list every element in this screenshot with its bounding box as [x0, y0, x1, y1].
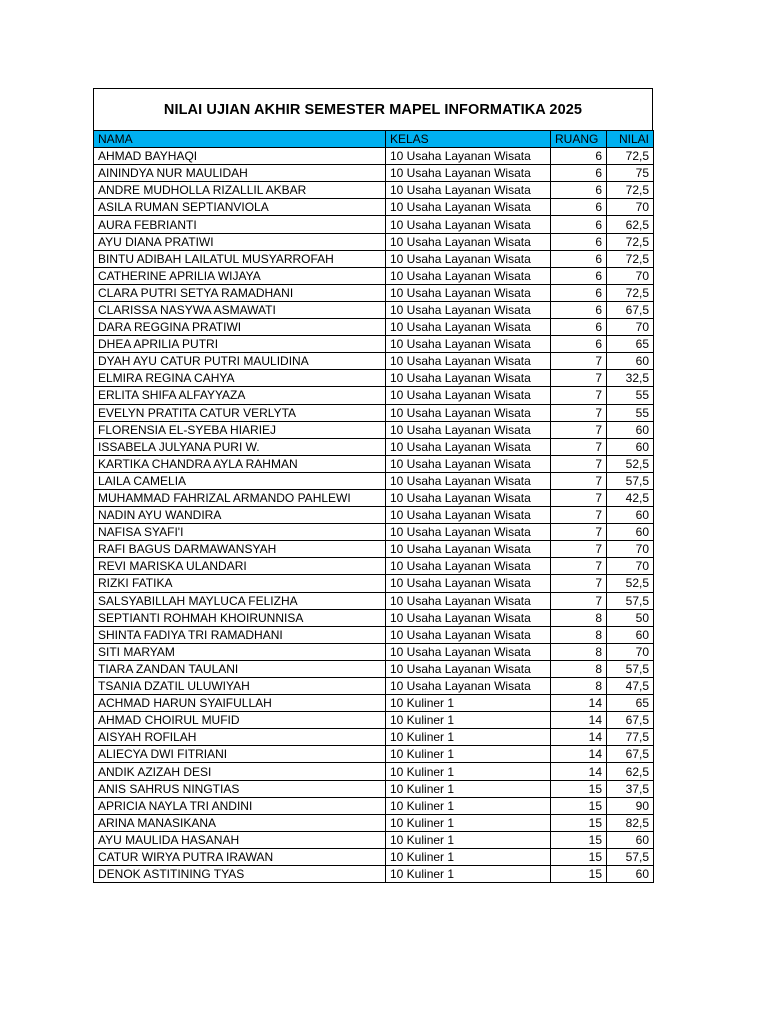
cell-ruang: 8 — [551, 643, 607, 660]
table-row — [94, 404, 654, 421]
cell-kelas: 10 Kuliner 1 — [386, 814, 551, 831]
cell-nama: ACHMAD HARUN SYAIFULLAH — [94, 695, 386, 712]
cell-nilai: 67,5 — [607, 301, 654, 318]
cell-nama: AURA FEBRIANTI — [94, 216, 386, 233]
cell-ruang: 8 — [551, 609, 607, 626]
cell-nama: RIZKI FATIKA — [94, 575, 386, 592]
cell-nilai: 72,5 — [607, 182, 654, 199]
cell-kelas: 10 Kuliner 1 — [386, 712, 551, 729]
cell-kelas: 10 Usaha Layanan Wisata — [386, 507, 551, 524]
cell-nilai: 47,5 — [607, 678, 654, 695]
table-row — [94, 507, 654, 524]
table-row — [94, 455, 654, 472]
table-row — [94, 148, 654, 165]
cell-kelas: 10 Usaha Layanan Wisata — [386, 524, 551, 541]
cell-kelas: 10 Usaha Layanan Wisata — [386, 489, 551, 506]
cell-nilai: 70 — [607, 541, 654, 558]
cell-nilai: 90 — [607, 797, 654, 814]
cell-nama: ANDIK AZIZAH DESI — [94, 763, 386, 780]
table-row — [94, 541, 654, 558]
cell-nilai: 60 — [607, 507, 654, 524]
cell-ruang: 6 — [551, 165, 607, 182]
table-row — [94, 797, 654, 814]
cell-ruang: 7 — [551, 370, 607, 387]
cell-kelas: 10 Kuliner 1 — [386, 695, 551, 712]
table-row — [94, 233, 654, 250]
cell-ruang: 7 — [551, 455, 607, 472]
cell-nilai: 60 — [607, 421, 654, 438]
cell-nama: LAILA CAMELIA — [94, 472, 386, 489]
cell-nama: AHMAD BAYHAQI — [94, 148, 386, 165]
cell-ruang: 8 — [551, 626, 607, 643]
cell-nilai: 55 — [607, 387, 654, 404]
table-row — [94, 370, 654, 387]
header-row — [94, 131, 654, 148]
table-row — [94, 712, 654, 729]
cell-nama: CLARA PUTRI SETYA RAMADHANI — [94, 284, 386, 301]
header-nilai: NILAI — [607, 131, 654, 148]
cell-nilai: 52,5 — [607, 455, 654, 472]
cell-kelas: 10 Usaha Layanan Wisata — [386, 575, 551, 592]
cell-ruang: 7 — [551, 387, 607, 404]
header-ruang: RUANG — [551, 131, 607, 148]
cell-kelas: 10 Kuliner 1 — [386, 866, 551, 883]
cell-ruang: 7 — [551, 489, 607, 506]
table-row — [94, 421, 654, 438]
cell-kelas: 10 Usaha Layanan Wisata — [386, 438, 551, 455]
table-row — [94, 336, 654, 353]
cell-kelas: 10 Kuliner 1 — [386, 848, 551, 865]
cell-nama: AYU MAULIDA HASANAH — [94, 831, 386, 848]
cell-nama: TSANIA DZATIL ULUWIYAH — [94, 678, 386, 695]
cell-ruang: 6 — [551, 336, 607, 353]
cell-nilai: 60 — [607, 438, 654, 455]
cell-kelas: 10 Usaha Layanan Wisata — [386, 660, 551, 677]
cell-ruang: 7 — [551, 524, 607, 541]
cell-nama: REVI MARISKA ULANDARI — [94, 558, 386, 575]
cell-ruang: 7 — [551, 353, 607, 370]
cell-nama: DYAH AYU CATUR PUTRI MAULIDINA — [94, 353, 386, 370]
table-row — [94, 678, 654, 695]
cell-nama: EVELYN PRATITA CATUR VERLYTA — [94, 404, 386, 421]
table-row — [94, 814, 654, 831]
table-row — [94, 489, 654, 506]
cell-kelas: 10 Usaha Layanan Wisata — [386, 370, 551, 387]
cell-kelas: 10 Usaha Layanan Wisata — [386, 387, 551, 404]
cell-ruang: 6 — [551, 233, 607, 250]
cell-nilai: 60 — [607, 866, 654, 883]
cell-nama: APRICIA NAYLA TRI ANDINI — [94, 797, 386, 814]
cell-nama: KARTIKA CHANDRA AYLA RAHMAN — [94, 455, 386, 472]
cell-nilai: 32,5 — [607, 370, 654, 387]
score-table — [93, 130, 654, 883]
table-row — [94, 199, 654, 216]
cell-kelas: 10 Usaha Layanan Wisata — [386, 609, 551, 626]
cell-nilai: 82,5 — [607, 814, 654, 831]
cell-kelas: 10 Kuliner 1 — [386, 831, 551, 848]
cell-ruang: 15 — [551, 848, 607, 865]
table-row — [94, 438, 654, 455]
cell-ruang: 6 — [551, 199, 607, 216]
cell-ruang: 8 — [551, 678, 607, 695]
cell-nama: BINTU ADIBAH LAILATUL MUSYARROFAH — [94, 250, 386, 267]
cell-nilai: 57,5 — [607, 848, 654, 865]
cell-nama: AININDYA NUR MAULIDAH — [94, 165, 386, 182]
cell-kelas: 10 Usaha Layanan Wisata — [386, 148, 551, 165]
table-row — [94, 746, 654, 763]
cell-nama: NAFISA SYAFI'I — [94, 524, 386, 541]
cell-nilai: 75 — [607, 165, 654, 182]
cell-ruang: 7 — [551, 507, 607, 524]
cell-nama: DHEA APRILIA PUTRI — [94, 336, 386, 353]
cell-nilai: 62,5 — [607, 216, 654, 233]
table-row — [94, 216, 654, 233]
cell-ruang: 15 — [551, 797, 607, 814]
cell-kelas: 10 Usaha Layanan Wisata — [386, 267, 551, 284]
cell-nilai: 65 — [607, 695, 654, 712]
cell-nilai: 62,5 — [607, 763, 654, 780]
cell-ruang: 7 — [551, 421, 607, 438]
cell-nilai: 72,5 — [607, 233, 654, 250]
cell-kelas: 10 Usaha Layanan Wisata — [386, 558, 551, 575]
cell-ruang: 6 — [551, 319, 607, 336]
cell-nama: AHMAD CHOIRUL MUFID — [94, 712, 386, 729]
cell-kelas: 10 Kuliner 1 — [386, 746, 551, 763]
cell-nama: CATHERINE APRILIA WIJAYA — [94, 267, 386, 284]
table-row — [94, 729, 654, 746]
cell-ruang: 14 — [551, 695, 607, 712]
cell-ruang: 15 — [551, 814, 607, 831]
title-box — [93, 88, 653, 130]
table-row — [94, 848, 654, 865]
cell-nilai: 37,5 — [607, 780, 654, 797]
table-row — [94, 165, 654, 182]
cell-ruang: 14 — [551, 746, 607, 763]
cell-ruang: 6 — [551, 301, 607, 318]
table-row — [94, 250, 654, 267]
cell-nilai: 57,5 — [607, 592, 654, 609]
cell-kelas: 10 Usaha Layanan Wisata — [386, 592, 551, 609]
cell-kelas: 10 Usaha Layanan Wisata — [386, 233, 551, 250]
cell-nama: DARA REGGINA PRATIWI — [94, 319, 386, 336]
cell-nama: FLORENSIA EL-SYEBA HIARIEJ — [94, 421, 386, 438]
cell-nama: SEPTIANTI ROHMAH KHOIRUNNISA — [94, 609, 386, 626]
header-kelas: KELAS — [386, 131, 551, 148]
cell-nama: SALSYABILLAH MAYLUCA FELIZHA — [94, 592, 386, 609]
cell-nilai: 70 — [607, 558, 654, 575]
cell-nama: MUHAMMAD FAHRIZAL ARMANDO PAHLEWI — [94, 489, 386, 506]
cell-kelas: 10 Usaha Layanan Wisata — [386, 353, 551, 370]
cell-ruang: 6 — [551, 284, 607, 301]
cell-nilai: 57,5 — [607, 660, 654, 677]
cell-nama: ALIECYA DWI FITRIANI — [94, 746, 386, 763]
cell-nilai: 67,5 — [607, 712, 654, 729]
cell-ruang: 14 — [551, 763, 607, 780]
cell-nilai: 67,5 — [607, 746, 654, 763]
cell-ruang: 7 — [551, 472, 607, 489]
cell-ruang: 7 — [551, 575, 607, 592]
cell-kelas: 10 Usaha Layanan Wisata — [386, 643, 551, 660]
cell-nilai: 42,5 — [607, 489, 654, 506]
table-row — [94, 660, 654, 677]
cell-nama: NADIN AYU WANDIRA — [94, 507, 386, 524]
cell-kelas: 10 Usaha Layanan Wisata — [386, 165, 551, 182]
table-row — [94, 695, 654, 712]
cell-nama: ARINA MANASIKANA — [94, 814, 386, 831]
cell-nama: CLARISSA NASYWA ASMAWATI — [94, 301, 386, 318]
cell-nilai: 72,5 — [607, 148, 654, 165]
cell-nama: ERLITA SHIFA ALFAYYAZA — [94, 387, 386, 404]
cell-nilai: 60 — [607, 353, 654, 370]
table-row — [94, 524, 654, 541]
table-row — [94, 780, 654, 797]
table-row — [94, 643, 654, 660]
table-row — [94, 558, 654, 575]
cell-nilai: 60 — [607, 524, 654, 541]
cell-nama: AYU DIANA PRATIWI — [94, 233, 386, 250]
cell-kelas: 10 Kuliner 1 — [386, 729, 551, 746]
table-row — [94, 831, 654, 848]
cell-nilai: 52,5 — [607, 575, 654, 592]
table-row — [94, 182, 654, 199]
cell-nilai: 70 — [607, 643, 654, 660]
cell-nama: DENOK ASTITINING TYAS — [94, 866, 386, 883]
cell-ruang: 6 — [551, 267, 607, 284]
table-row — [94, 592, 654, 609]
cell-kelas: 10 Usaha Layanan Wisata — [386, 199, 551, 216]
cell-ruang: 7 — [551, 541, 607, 558]
cell-kelas: 10 Usaha Layanan Wisata — [386, 678, 551, 695]
cell-nama: ANIS SAHRUS NINGTIAS — [94, 780, 386, 797]
cell-nilai: 50 — [607, 609, 654, 626]
table-row — [94, 319, 654, 336]
table-row — [94, 267, 654, 284]
page-title: NILAI UJIAN AKHIR SEMESTER MAPEL INFORMATIKA 2025 — [163, 101, 583, 118]
cell-ruang: 7 — [551, 438, 607, 455]
score-sheet — [93, 88, 653, 883]
cell-kelas: 10 Usaha Layanan Wisata — [386, 250, 551, 267]
cell-nilai: 72,5 — [607, 250, 654, 267]
cell-nilai: 60 — [607, 626, 654, 643]
cell-ruang: 8 — [551, 660, 607, 677]
cell-kelas: 10 Usaha Layanan Wisata — [386, 182, 551, 199]
cell-ruang: 6 — [551, 182, 607, 199]
cell-nilai: 70 — [607, 319, 654, 336]
cell-ruang: 15 — [551, 866, 607, 883]
cell-nilai: 70 — [607, 267, 654, 284]
cell-kelas: 10 Kuliner 1 — [386, 797, 551, 814]
table-row — [94, 609, 654, 626]
cell-nama: ANDRE MUDHOLLA RIZALLIL AKBAR — [94, 182, 386, 199]
table-row — [94, 284, 654, 301]
cell-kelas: 10 Usaha Layanan Wisata — [386, 472, 551, 489]
cell-nama: SITI MARYAM — [94, 643, 386, 660]
cell-nilai: 72,5 — [607, 284, 654, 301]
cell-nama: ISSABELA JULYANA PURI W. — [94, 438, 386, 455]
cell-ruang: 14 — [551, 729, 607, 746]
cell-ruang: 15 — [551, 831, 607, 848]
cell-nilai: 55 — [607, 404, 654, 421]
cell-kelas: 10 Usaha Layanan Wisata — [386, 216, 551, 233]
header-nama: NAMA — [94, 131, 386, 148]
cell-nilai: 77,5 — [607, 729, 654, 746]
cell-kelas: 10 Usaha Layanan Wisata — [386, 284, 551, 301]
table-row — [94, 626, 654, 643]
cell-kelas: 10 Kuliner 1 — [386, 780, 551, 797]
table-row — [94, 387, 654, 404]
cell-kelas: 10 Usaha Layanan Wisata — [386, 319, 551, 336]
cell-nama: ASILA RUMAN SEPTIANVIOLA — [94, 199, 386, 216]
cell-ruang: 7 — [551, 592, 607, 609]
table-row — [94, 353, 654, 370]
cell-nama: AISYAH ROFILAH — [94, 729, 386, 746]
table-row — [94, 472, 654, 489]
cell-nilai: 65 — [607, 336, 654, 353]
cell-ruang: 6 — [551, 250, 607, 267]
cell-ruang: 6 — [551, 216, 607, 233]
table-row — [94, 763, 654, 780]
cell-kelas: 10 Usaha Layanan Wisata — [386, 336, 551, 353]
table-body — [94, 148, 654, 883]
cell-nama: ELMIRA REGINA CAHYA — [94, 370, 386, 387]
cell-nama: RAFI BAGUS DARMAWANSYAH — [94, 541, 386, 558]
cell-nama: SHINTA FADIYA TRI RAMADHANI — [94, 626, 386, 643]
cell-kelas: 10 Usaha Layanan Wisata — [386, 301, 551, 318]
cell-nilai: 70 — [607, 199, 654, 216]
cell-ruang: 15 — [551, 780, 607, 797]
table-row — [94, 301, 654, 318]
table-row — [94, 575, 654, 592]
cell-ruang: 14 — [551, 712, 607, 729]
cell-ruang: 7 — [551, 558, 607, 575]
cell-ruang: 6 — [551, 148, 607, 165]
cell-kelas: 10 Usaha Layanan Wisata — [386, 404, 551, 421]
cell-nilai: 60 — [607, 831, 654, 848]
cell-kelas: 10 Kuliner 1 — [386, 763, 551, 780]
cell-kelas: 10 Usaha Layanan Wisata — [386, 455, 551, 472]
cell-ruang: 7 — [551, 404, 607, 421]
table-row — [94, 866, 654, 883]
cell-nama: CATUR WIRYA PUTRA IRAWAN — [94, 848, 386, 865]
cell-kelas: 10 Usaha Layanan Wisata — [386, 421, 551, 438]
cell-nama: TIARA ZANDAN TAULANI — [94, 660, 386, 677]
cell-nilai: 57,5 — [607, 472, 654, 489]
cell-kelas: 10 Usaha Layanan Wisata — [386, 626, 551, 643]
cell-kelas: 10 Usaha Layanan Wisata — [386, 541, 551, 558]
